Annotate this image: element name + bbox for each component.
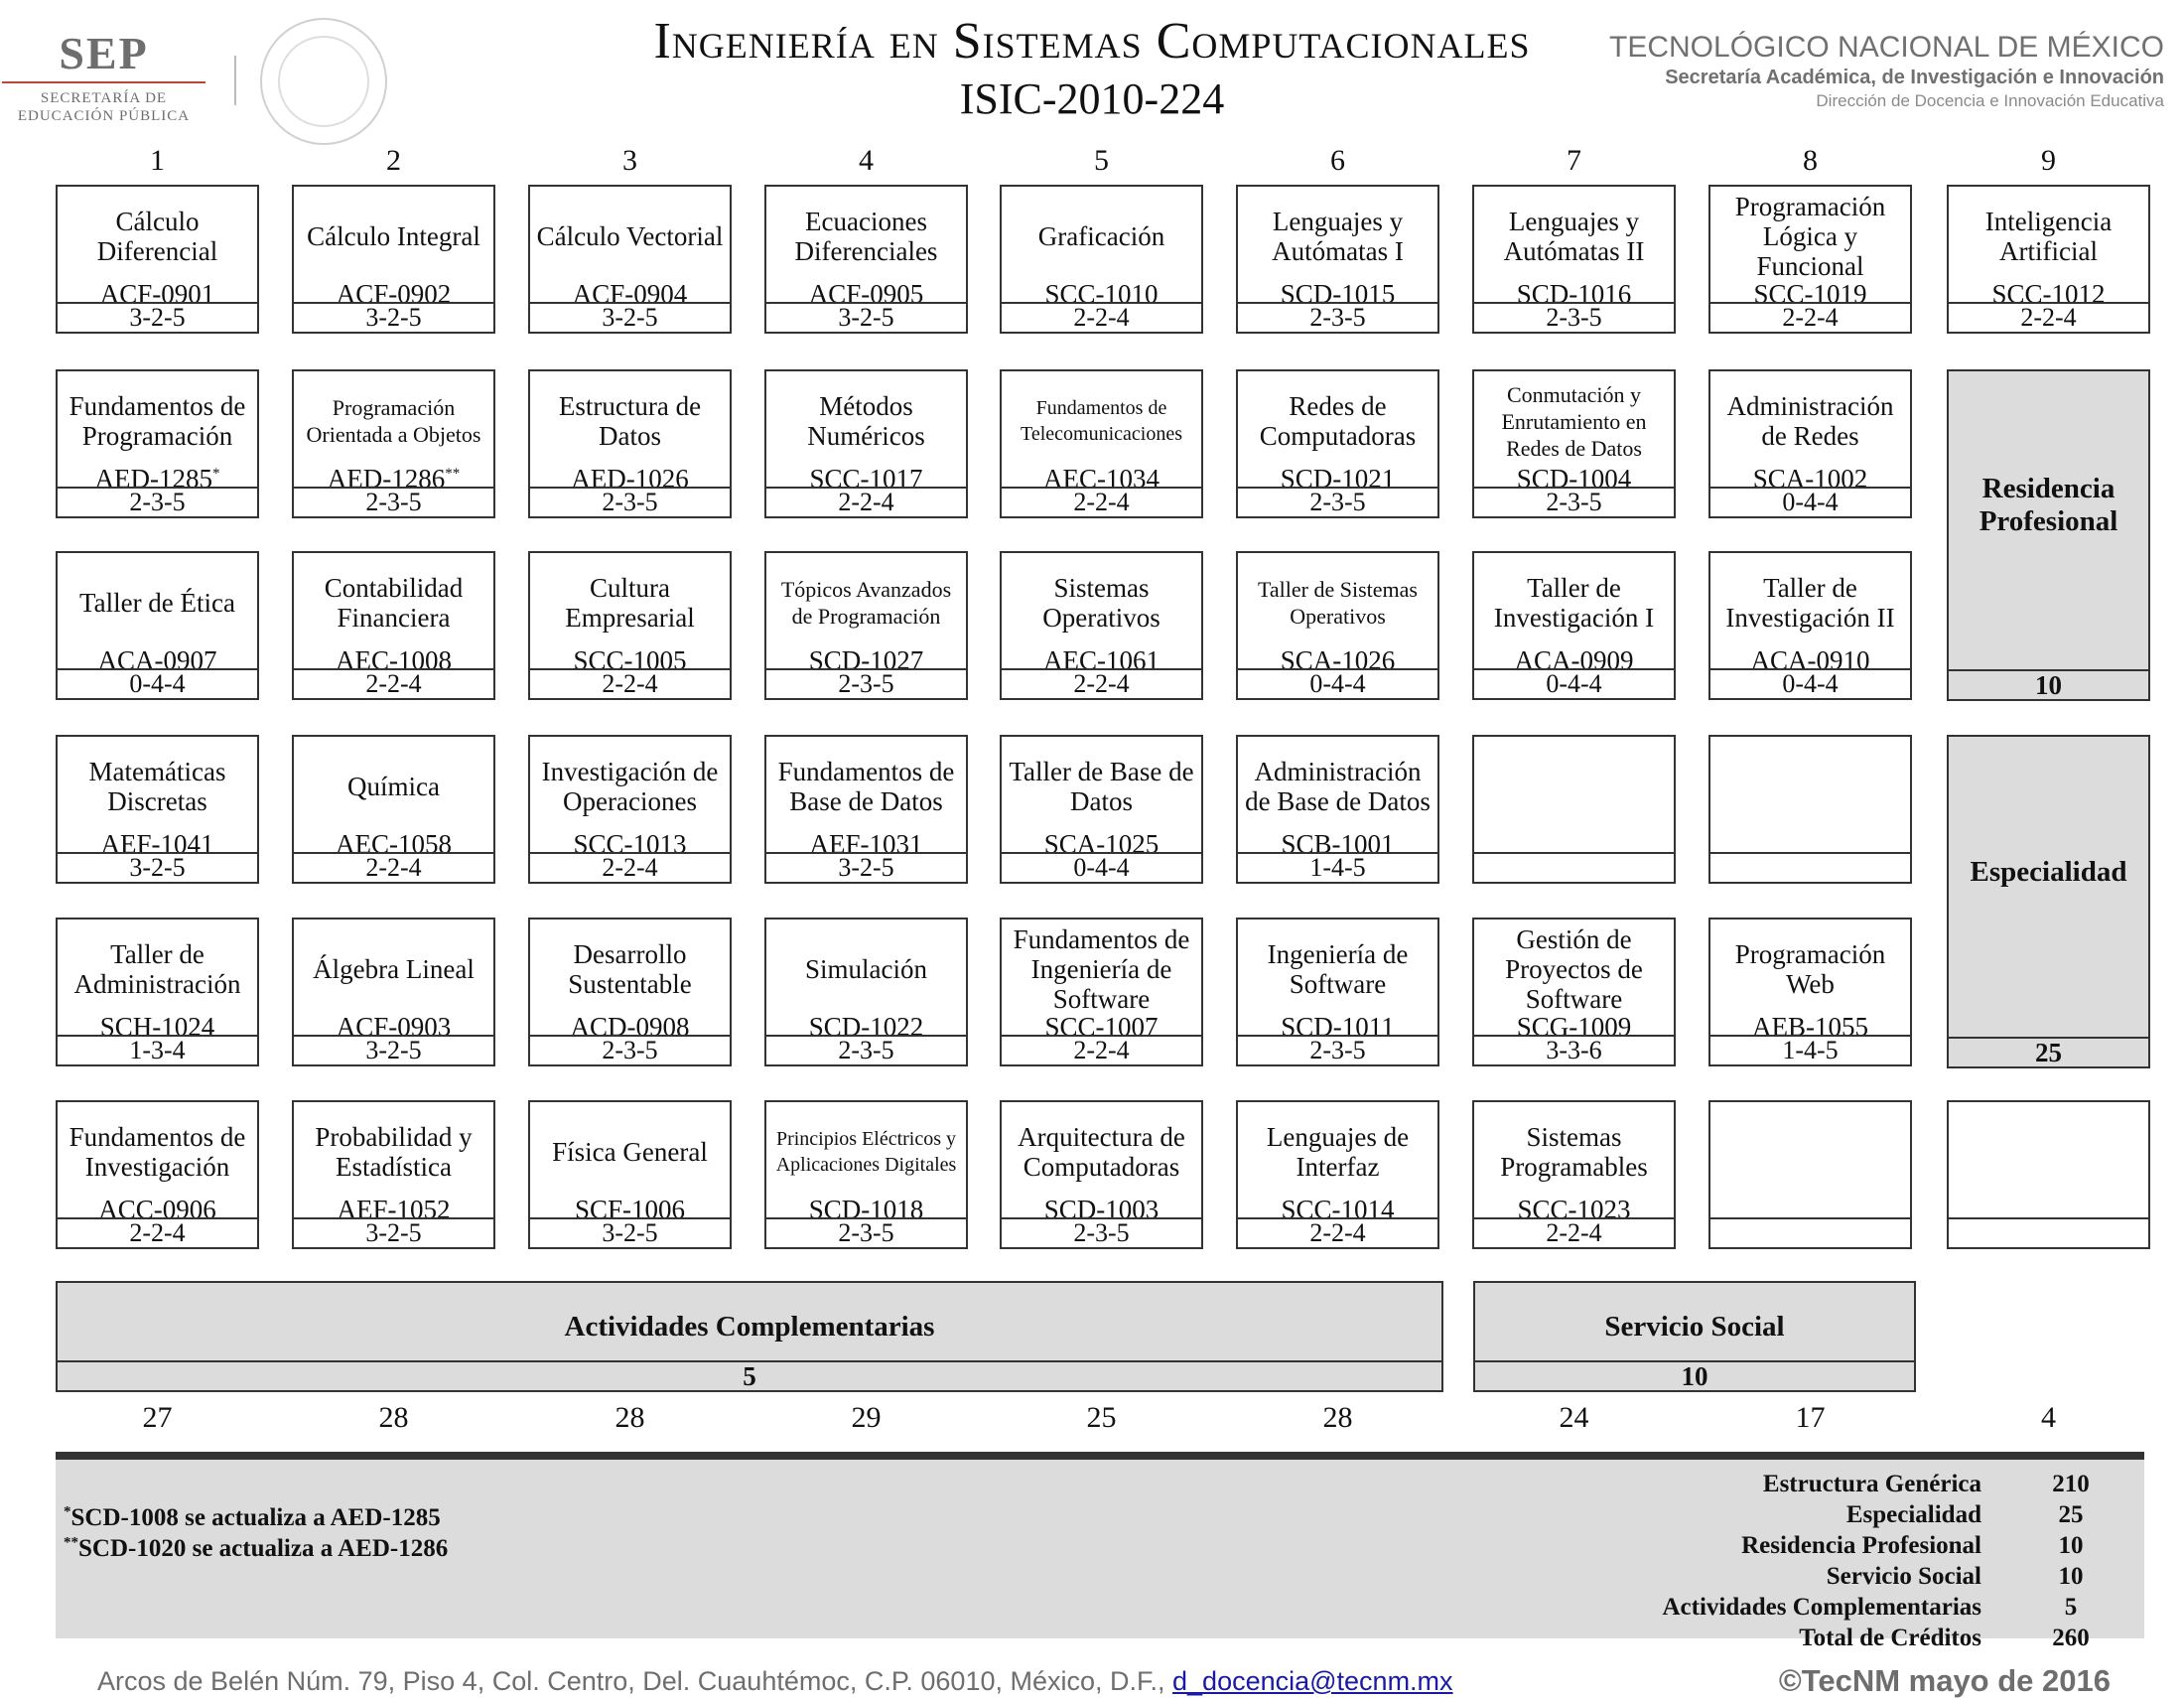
course-name: Arquitectura de Computadoras (1018, 1122, 1185, 1182)
course-name: Taller de Administración (73, 939, 241, 999)
course-hours: 3-2-5 (58, 302, 257, 332)
course-hours: 2-2-4 (1710, 302, 1910, 332)
course-card-scb-1001 (1236, 735, 1439, 884)
course-name: Contabilidad Financiera (324, 573, 464, 633)
course-code-text: SCA-1025 (1043, 829, 1160, 859)
course-hours: 3-2-5 (766, 302, 966, 332)
course-hours: 0-4-4 (58, 668, 257, 698)
summary-value: 5 (2064, 1594, 2078, 1621)
semester-credits-3: 28 (614, 1401, 645, 1434)
course-name: Programación Lógica y Funcional (1734, 192, 1886, 281)
course-card-aec-1058 (292, 735, 495, 884)
course-hours: 2-2-4 (1002, 302, 1201, 332)
servicio-label: Servicio Social (1604, 1311, 1785, 1343)
course-name: Lenguajes de Interfaz (1266, 1122, 1410, 1182)
course-code-text: AEC-1061 (1043, 645, 1160, 675)
course-hours: 3-2-5 (294, 1035, 493, 1064)
course-card-acf-0901 (56, 185, 259, 334)
course-hours: 2-3-5 (1238, 302, 1437, 332)
course-code-text: SCC-1013 (573, 829, 687, 859)
residencia-credits: 10 (1949, 669, 2148, 699)
course-name: Fundamentos de Ingeniería de Software (1013, 924, 1190, 1014)
course-code-text: AEB-1055 (1752, 1012, 1868, 1042)
course-card-aed-1026 (528, 369, 732, 518)
course-card-scd-1004 (1472, 369, 1676, 518)
course-card-acf-0905 (764, 185, 968, 334)
course-code-text: AEF-1031 (809, 829, 923, 859)
course-name: Taller de Ética (78, 588, 236, 618)
course-hours: 2-2-4 (1002, 668, 1201, 698)
course-card-scd-1027 (764, 551, 968, 700)
summary-value: 210 (2052, 1471, 2090, 1497)
header-divider (234, 56, 236, 105)
course-card-scd-1016 (1472, 185, 1676, 334)
footer-email-link[interactable]: d_docencia@tecnm.mx (1172, 1666, 1453, 1696)
actividades-credits: 5 (58, 1360, 1441, 1390)
course-hours: 3-2-5 (530, 1217, 730, 1247)
course-code-text: ACF-0905 (808, 279, 924, 309)
course-hours: 0-4-4 (1002, 852, 1201, 882)
course-code-text: AED-1286 (327, 464, 446, 494)
residencia-label: Residencia Profesional (1979, 473, 2118, 537)
course-hours: 0-4-4 (1710, 487, 1910, 516)
course-code-text: SCG-1009 (1516, 1012, 1632, 1042)
course-code-text: SCC-1014 (1281, 1195, 1395, 1224)
course-name: Principios Eléctricos y Aplicaciones Digitales (775, 1128, 957, 1176)
semester-number-8: 8 (1803, 144, 1818, 177)
course-hours (1710, 1217, 1910, 1247)
course-card-aeb-1055 (1708, 918, 1912, 1066)
semester-credits-4: 29 (851, 1401, 882, 1434)
course-code-text: ACF-0901 (99, 279, 215, 309)
course-card-aca-0909 (1472, 551, 1676, 700)
page-title: Ingeniería en Sistemas Computacionales (653, 13, 1531, 70)
course-hours: 2-2-4 (530, 852, 730, 882)
summary-label: Especialidad (1845, 1501, 1981, 1528)
course-code-text: SCC-1005 (573, 645, 687, 675)
course-hours: 2-3-5 (766, 668, 966, 698)
course-code-text: SCD-1027 (808, 645, 924, 675)
department-line-1: Secretaría Académica, de Investigación e Innovación (1665, 67, 2164, 88)
semester-credits-7: 24 (1559, 1401, 1589, 1434)
course-name: Sistemas Operativos (1042, 573, 1160, 633)
course-hours: 2-2-4 (1238, 1217, 1437, 1247)
course-card-scc-1019 (1708, 185, 1912, 334)
especialidad-label: Especialidad (1970, 856, 2127, 888)
course-name: Fundamentos de Telecomunicaciones (1021, 397, 1182, 445)
course-card-scc-1005 (528, 551, 732, 700)
course-hours: 0-4-4 (1710, 668, 1910, 698)
course-card-scc-1007 (1000, 918, 1203, 1066)
course-card-acc-0906 (56, 1100, 259, 1249)
course-code-text: AED-1026 (571, 464, 689, 494)
course-hours: 2-2-4 (530, 668, 730, 698)
course-card-scd-1018 (764, 1100, 968, 1249)
course-hours: 3-3-6 (1474, 1035, 1674, 1064)
sep-logo (2, 28, 205, 137)
course-code-text: SCD-1021 (1280, 464, 1396, 494)
semester-credits-5: 25 (1086, 1401, 1117, 1434)
course-name: Sistemas Programables (1500, 1122, 1648, 1182)
course-code-text: SCD-1004 (1516, 464, 1632, 494)
summary-label: Residencia Profesional (1741, 1532, 1981, 1559)
course-code-text: SCB-1001 (1281, 829, 1395, 859)
course-code-text: SCC-1010 (1044, 279, 1159, 309)
course-name: Fundamentos de Programación (68, 391, 246, 451)
course-hours (1710, 852, 1910, 882)
course-hours: 3-2-5 (294, 1217, 493, 1247)
summary-value: 260 (2052, 1625, 2090, 1651)
footer-copyright: ©TecNM mayo de 2016 (1778, 1663, 2111, 1698)
course-code-text: ACF-0904 (572, 279, 688, 309)
course-card-scc-1017 (764, 369, 968, 518)
course-name: Investigación de Operaciones (541, 757, 719, 816)
course-hours: 2-3-5 (1474, 302, 1674, 332)
course-card-scd-1011 (1236, 918, 1439, 1066)
course-card-acd-0908 (528, 918, 732, 1066)
course-hours: 0-4-4 (1238, 668, 1437, 698)
course-hours: 2-2-4 (294, 852, 493, 882)
department-line-2: Dirección de Docencia e Innovación Educativa (1816, 91, 2164, 110)
course-code-text: AED-1285 (94, 464, 212, 494)
course-card-sca-1025 (1000, 735, 1203, 884)
course-hours: 3-2-5 (58, 852, 257, 882)
course-hours: 2-3-5 (1474, 487, 1674, 516)
course-hours: 1-3-4 (58, 1035, 257, 1064)
course-card-scf-1006 (528, 1100, 732, 1249)
summary-label: Servicio Social (1826, 1563, 1981, 1590)
semester-number-7: 7 (1567, 144, 1581, 177)
course-card-scg-1009 (1472, 918, 1676, 1066)
semester-credits-1: 27 (142, 1401, 173, 1434)
course-hours: 2-3-5 (1238, 487, 1437, 516)
sep-line-2: EDUCACIÓN PÚBLICA (17, 108, 191, 124)
course-card-empty (1708, 1100, 1912, 1249)
semester-number-9: 9 (2041, 144, 2056, 177)
course-card-aef-1031 (764, 735, 968, 884)
course-hours: 2-2-4 (1002, 1035, 1201, 1064)
summary-label: Actividades Complementarias (1662, 1594, 1981, 1621)
course-hours: 2-3-5 (530, 1035, 730, 1064)
course-name: Matemáticas Discretas (88, 757, 226, 816)
course-hours: 2-3-5 (530, 487, 730, 516)
course-name: Métodos Numéricos (807, 391, 925, 451)
course-name: Ecuaciones Diferenciales (794, 207, 938, 266)
sep-line-1: SECRETARÍA DE (40, 90, 168, 106)
course-hours: 2-3-5 (1238, 1035, 1437, 1064)
course-card-acf-0902 (292, 185, 495, 334)
course-name: Inteligencia Artificial (1984, 207, 2113, 266)
course-hours (1949, 1217, 2148, 1247)
course-hours: 1-4-5 (1710, 1035, 1910, 1064)
course-card-scd-1015 (1236, 185, 1439, 334)
especialidad-block (1947, 735, 2150, 1068)
course-code-text: ACF-0903 (336, 1012, 452, 1042)
note-1: *SCD-1008 se actualiza a AED-1285 (64, 1503, 441, 1531)
course-code-text: SCC-1017 (809, 464, 923, 494)
semester-credits-2: 28 (378, 1401, 409, 1434)
course-hours: 3-2-5 (530, 302, 730, 332)
course-card-scc-1012 (1947, 185, 2150, 334)
course-name (1712, 737, 1908, 836)
course-name: Cultura Empresarial (565, 573, 695, 633)
course-card-acf-0904 (528, 185, 732, 334)
course-card-scd-1021 (1236, 369, 1439, 518)
semester-credits-9: 4 (2041, 1401, 2056, 1434)
course-card-aef-1052 (292, 1100, 495, 1249)
course-card-aca-0907 (56, 551, 259, 700)
course-name: Simulación (805, 954, 927, 984)
course-code-text: ACA-0910 (1750, 645, 1870, 675)
course-card-aef-1041 (56, 735, 259, 884)
summary-value: 25 (2058, 1501, 2084, 1528)
course-hours: 2-2-4 (294, 668, 493, 698)
sep-logo-rule (2, 81, 205, 83)
course-hours: 2-2-4 (766, 487, 966, 516)
course-hours: 2-3-5 (766, 1035, 966, 1064)
course-hours: 2-3-5 (294, 487, 493, 516)
course-code-text: AEC-1058 (336, 829, 452, 859)
actividades-label: Actividades Complementarias (564, 1311, 935, 1343)
footer-address: Arcos de Belén Núm. 79, Piso 4, Col. Centro, Del. Cuauhtémoc, C.P. 06010, México, D.F., d_docencia@tecnm.mx (97, 1666, 1453, 1696)
course-hours: 3-2-5 (766, 852, 966, 882)
sep-logo-text: SEP (59, 28, 149, 78)
course-card-scd-1022 (764, 918, 968, 1066)
semester-number-5: 5 (1094, 144, 1109, 177)
course-card-scc-1023 (1472, 1100, 1676, 1249)
course-code-text: SCC-1012 (1991, 279, 2106, 309)
course-card-aca-0910 (1708, 551, 1912, 700)
course-hours: 2-2-4 (1002, 487, 1201, 516)
course-name: Tópicos Avanzados de Programación (780, 577, 952, 629)
course-code-text: ACD-0908 (570, 1012, 690, 1042)
course-code-text: SCH-1024 (99, 1012, 215, 1042)
course-hours: 3-2-5 (294, 302, 493, 332)
course-name: Lenguajes y Autómatas I (1272, 207, 1404, 266)
course-hours: 0-4-4 (1474, 668, 1674, 698)
course-hours: 1-4-5 (1238, 852, 1437, 882)
course-code-footnote-mark: * (211, 466, 220, 482)
course-name: Fundamentos de Investigación (68, 1122, 246, 1182)
course-hours: 2-2-4 (58, 1217, 257, 1247)
course-card-aec-1008 (292, 551, 495, 700)
course-name: Conmutación y Enrutamiento en Redes de Datos (1501, 381, 1647, 461)
course-name: Administración de Redes (1726, 391, 1894, 451)
course-card-empty (1947, 1100, 2150, 1249)
semester-credits-8: 17 (1795, 1401, 1826, 1434)
course-card-empty (1708, 735, 1912, 884)
course-code-footnote-mark: ** (445, 466, 461, 482)
course-card-aed-1286 (292, 369, 495, 518)
residencia-block (1947, 369, 2150, 701)
course-card-scc-1013 (528, 735, 732, 884)
plan-code: ISIC-2010-224 (959, 74, 1225, 123)
course-name (1476, 737, 1672, 836)
course-name: Ingeniería de Software (1267, 939, 1409, 999)
summary-panel (56, 1452, 2144, 1651)
course-code-text: SCD-1015 (1280, 279, 1396, 309)
summary-value: 10 (2058, 1532, 2084, 1559)
semester-credits-6: 28 (1322, 1401, 1353, 1434)
course-name: Graficación (1037, 221, 1165, 251)
course-card-sch-1024 (56, 918, 259, 1066)
course-code-text: AEF-1052 (337, 1195, 451, 1224)
note-2: **SCD-1020 se actualiza a AED-1286 (64, 1534, 449, 1562)
course-name: Taller de Investigación I (1493, 573, 1655, 633)
course-code-text: SCC-1007 (1044, 1012, 1159, 1042)
especialidad-credits: 25 (1949, 1037, 2148, 1066)
course-name: Administración de Base de Datos (1245, 757, 1431, 816)
course-name: Estructura de Datos (558, 391, 702, 451)
course-name: Gestión de Proyectos de Software (1505, 924, 1643, 1014)
course-code-text: SCF-1006 (574, 1195, 686, 1224)
course-code-text: AEC-1034 (1043, 464, 1160, 494)
course-code-text: AEC-1008 (336, 645, 452, 675)
course-name: Cálculo Integral (307, 221, 480, 251)
course-name (1712, 1102, 1908, 1202)
summary-label: Estructura Genérica (1762, 1471, 1981, 1497)
course-name: Química (347, 772, 440, 801)
course-hours: 2-2-4 (1474, 1217, 1674, 1247)
course-card-aed-1285 (56, 369, 259, 518)
summary-label: Total de Créditos (1799, 1625, 1981, 1651)
course-name: Cálculo Diferencial (96, 207, 218, 266)
course-code-text: SCD-1016 (1516, 279, 1632, 309)
course-code-text: ACA-0909 (1514, 645, 1634, 675)
course-code-text: SCA-1002 (1752, 464, 1868, 494)
course-card-aec-1061 (1000, 551, 1203, 700)
course-name: Taller de Investigación II (1725, 573, 1895, 633)
institution-name: TECNOLÓGICO NACIONAL DE MÉXICO (1609, 31, 2164, 64)
course-name: Programación Orientada a Objetos (306, 395, 481, 447)
servicio-credits: 10 (1475, 1360, 1914, 1390)
course-card-aec-1034 (1000, 369, 1203, 518)
semester-number-6: 6 (1330, 144, 1345, 177)
course-card-scc-1014 (1236, 1100, 1439, 1249)
course-name: Taller de Base de Datos (1009, 757, 1194, 816)
course-name: Lenguajes y Autómatas II (1503, 207, 1645, 266)
course-card-scc-1010 (1000, 185, 1203, 334)
semester-number-3: 3 (622, 144, 637, 177)
semester-number-2: 2 (386, 144, 401, 177)
course-code-text: SCD-1022 (808, 1012, 924, 1042)
national-seal-icon (260, 18, 387, 145)
course-hours: 2-3-5 (58, 487, 257, 516)
course-name: Desarrollo Sustentable (568, 939, 692, 999)
course-name (1951, 1102, 2146, 1202)
course-card-sca-1002 (1708, 369, 1912, 518)
course-name: Taller de Sistemas Operativos (1258, 577, 1418, 629)
course-card-sca-1026 (1236, 551, 1439, 700)
course-code-text: ACF-0902 (336, 279, 452, 309)
course-code-text: AEF-1041 (100, 829, 214, 859)
course-code-text: SCD-1003 (1043, 1195, 1160, 1224)
course-hours: 2-2-4 (1949, 302, 2148, 332)
course-code-text: SCD-1018 (808, 1195, 924, 1224)
course-name: Programación Web (1734, 939, 1886, 999)
course-code-text: SCD-1011 (1281, 1012, 1395, 1042)
semester-number-1: 1 (150, 144, 165, 177)
course-name: Fundamentos de Base de Datos (777, 757, 955, 816)
course-card-acf-0903 (292, 918, 495, 1066)
course-code-text: SCC-1019 (1753, 279, 1867, 309)
course-card-empty (1472, 735, 1676, 884)
actividades-block (56, 1281, 1443, 1392)
course-name: Cálculo Vectorial (536, 221, 724, 251)
course-code-text: SCC-1023 (1517, 1195, 1631, 1224)
course-hours: 2-3-5 (766, 1217, 966, 1247)
course-code-text: ACC-0906 (98, 1195, 216, 1224)
summary-value: 10 (2058, 1563, 2084, 1590)
course-code-text: ACA-0907 (97, 645, 217, 675)
course-name: Física General (552, 1137, 708, 1167)
course-hours (1474, 852, 1674, 882)
course-code-text: SCA-1026 (1280, 645, 1396, 675)
course-name: Redes de Computadoras (1259, 391, 1417, 451)
semester-number-4: 4 (859, 144, 874, 177)
servicio-block (1473, 1281, 1916, 1392)
course-name: Probabilidad y Estadística (315, 1122, 473, 1182)
course-name: Álgebra Lineal (313, 954, 475, 984)
course-hours: 2-3-5 (1002, 1217, 1201, 1247)
course-card-scd-1003 (1000, 1100, 1203, 1249)
